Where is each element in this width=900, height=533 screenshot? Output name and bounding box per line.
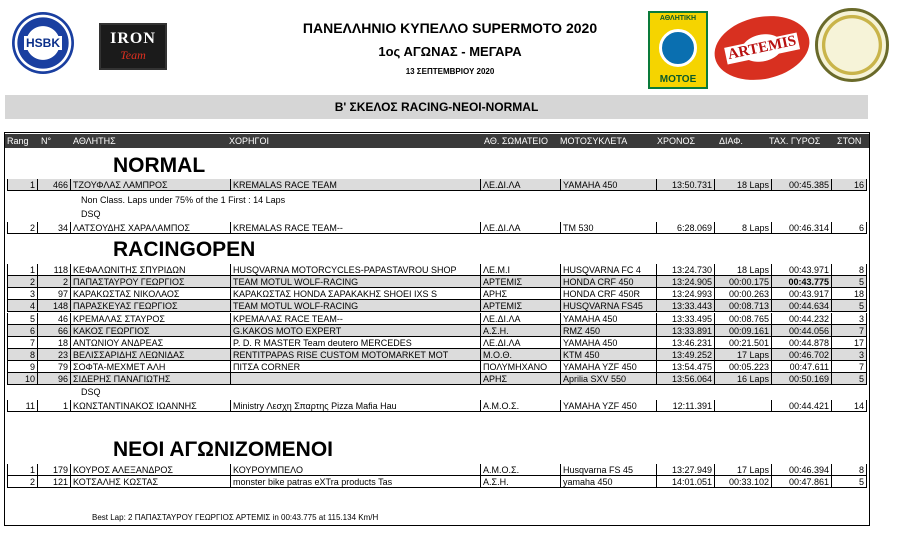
race-date: 13 ΣΕΠΤΕΜΒΡΙΟΥ 2020 (405, 67, 495, 76)
cell-lap: 8 (831, 264, 867, 276)
cell-diff: 00:33.102 (714, 476, 771, 488)
col-moto: ΜΟΤΟΣΥΚΛΕΤΑ (560, 136, 628, 146)
cell-lap: 8 (831, 464, 867, 476)
cell-moto: Aprilia SXV 550 (560, 373, 656, 385)
cell-rang: 2 (7, 222, 37, 234)
cell-club: Α.Μ.Ο.Σ. (480, 400, 560, 412)
col-fast-lap: ΤΑΧ. ΓΥΡΟΣ (769, 136, 821, 146)
cell-diff: 00:00.263 (714, 288, 771, 300)
cell-diff: 00:00.175 (714, 276, 771, 288)
cell-time: 14:01.051 (656, 476, 714, 488)
col-club: ΑΘ. ΣΩΜΑΤΕΙΟ (484, 136, 548, 146)
cell-time: 13:56.064 (656, 373, 714, 385)
cell-no: 121 (37, 476, 70, 488)
dsq-label: DSQ (81, 209, 101, 219)
cell-no: 1 (37, 400, 70, 412)
cell-athlete: ΑΝΤΩΝΙΟΥ ΑΝΔΡΕΑΣ (70, 337, 230, 349)
cell-club: Α.Σ.Η. (480, 325, 560, 337)
cell-no: 118 (37, 264, 70, 276)
table-row (7, 361, 867, 373)
cell-athlete: ΣΙΔΕΡΗΣ ΠΑΝΑΓΙΩΤΗΣ (70, 373, 230, 385)
cell-diff: 17 Laps (714, 464, 771, 476)
cell-time: 13:33.891 (656, 325, 714, 337)
table-row (7, 264, 867, 276)
cell-moto: HUSQVARNA FC 4 (560, 264, 656, 276)
cell-time: 13:54.475 (656, 361, 714, 373)
cell-sponsors: ΠΙΤΣΑ CORNER (230, 361, 480, 373)
cell-no: 96 (37, 373, 70, 385)
cell-diff: 00:05.223 (714, 361, 771, 373)
cell-diff: 00:08.713 (714, 300, 771, 312)
cell-time: 13:33.443 (656, 300, 714, 312)
col-time: ΧΡΟΝΟΣ (657, 136, 696, 146)
cell-sponsors: monster bike patras eXTra products Tas (230, 476, 480, 488)
cell-moto: YAMAHA 450 (560, 179, 656, 191)
cell-moto: YAMAHA YZF 450 (560, 400, 656, 412)
cell-athlete: ΚΕΦΑΛΩΝΙΤΗΣ ΣΠΥΡΙΔΩΝ (70, 264, 230, 276)
cell-lap: 3 (831, 313, 867, 325)
cell-lap: 3 (831, 349, 867, 361)
cell-moto: YAMAHA YZF 450 (560, 361, 656, 373)
table-row (7, 476, 867, 488)
cell-fast: 00:43.971 (771, 264, 831, 276)
cell-sponsors: ΚΑΡΑΚΩΣΤΑΣ HONDA ΣΑΡΑΚΑΚΗΣ SHOEI IXS S (230, 288, 480, 300)
cell-no: 18 (37, 337, 70, 349)
best-lap-summary: Best Lap: 2 ΠΑΠΑΣΤΑΥΡΟΥ ΓΕΩΡΓΙΟΣ ΑΡΤΕΜΙΣ in 00:43.775 at 115.134 Km/H (92, 513, 379, 522)
table-row (7, 373, 867, 385)
cell-sponsors: ΚΡΕΜΑΛΑΣ RACE TEAM-- (230, 313, 480, 325)
cell-fast: 00:46.314 (771, 222, 831, 234)
results-table (4, 132, 870, 526)
cell-time: 13:27.949 (656, 464, 714, 476)
cell-lap: 14 (831, 400, 867, 412)
cell-diff: 17 Laps (714, 349, 771, 361)
cell-no: 466 (37, 179, 70, 191)
cell-fast: 00:44.232 (771, 313, 831, 325)
cell-sponsors: HUSQVARNA MOTORCYCLES-PAPASTAVROU SHOP (230, 264, 480, 276)
cell-club: ΛΕ.ΔΙ.ΛΑ (480, 222, 560, 234)
cell-fast: 00:44.421 (771, 400, 831, 412)
cell-moto: HONDA CRF 450 (560, 276, 656, 288)
cell-time: 13:46.231 (656, 337, 714, 349)
cell-athlete: ΒΕΛΙΣΣΑΡΙΔΗΣ ΛΕΩΝΙΔΑΣ (70, 349, 230, 361)
cell-club: ΑΡΤΕΜΙΣ (480, 300, 560, 312)
cell-athlete: ΠΑΡΑΣΚΕΥΑΣ ΓΕΩΡΓΙΟΣ (70, 300, 230, 312)
cell-fast: 00:43.917 (771, 288, 831, 300)
cell-lap: 5 (831, 476, 867, 488)
table-row (7, 325, 867, 337)
cell-moto: Husqvarna FS 45 (560, 464, 656, 476)
cell-fast: 00:50.169 (771, 373, 831, 385)
col-sponsors: ΧΟΡΗΓΟΙ (229, 136, 269, 146)
cell-club: ΠΟΛΥΜΗΧΑΝΟ (480, 361, 560, 373)
table-row (7, 313, 867, 325)
cell-rang: 10 (7, 373, 37, 385)
cell-sponsors: RENTITPAPAS RISE CUSTOM MOTOMARKET MOT (230, 349, 480, 361)
cell-diff: 00:08.765 (714, 313, 771, 325)
table-row (7, 276, 867, 288)
table-row (7, 300, 867, 312)
cell-no: 179 (37, 464, 70, 476)
cell-diff (714, 400, 771, 412)
cell-sponsors (230, 373, 480, 385)
cell-time: 12:11.391 (656, 400, 714, 412)
federation-seal-logo (815, 8, 889, 82)
cell-rang: 1 (7, 179, 37, 191)
cell-athlete: ΛΑΤΣΟΥΔΗΣ ΧΑΡΑΛΑΜΠΟΣ (70, 222, 230, 234)
cell-rang: 1 (7, 264, 37, 276)
page-header (0, 0, 900, 92)
table-row (7, 179, 867, 191)
table-row (7, 337, 867, 349)
table-row (7, 288, 867, 300)
cell-fast: 00:44.634 (771, 300, 831, 312)
race-title: 1ος ΑΓΩΝΑΣ - ΜΕΓΑΡΑ (378, 44, 522, 59)
col-athlete: ΑΘΛΗΤΗΣ (73, 136, 116, 146)
cell-time: 13:50.731 (656, 179, 714, 191)
cell-club: ΛΕ.ΔΙ.ΛΑ (480, 337, 560, 349)
cell-lap: 16 (831, 179, 867, 191)
table-row (7, 464, 867, 476)
cell-diff: 18 Laps (714, 179, 771, 191)
cell-rang: 6 (7, 325, 37, 337)
cell-fast: 00:45.385 (771, 179, 831, 191)
cell-club: Μ.Ο.Θ. (480, 349, 560, 361)
cell-fast: 00:46.702 (771, 349, 831, 361)
cell-moto: HONDA CRF 450R (560, 288, 656, 300)
cell-athlete: ΚΑΚΟΣ ΓΕΩΡΓΙΟΣ (70, 325, 230, 337)
cell-no: 23 (37, 349, 70, 361)
column-header-row (5, 134, 869, 148)
cell-sponsors: TEAM MOTUL WOLF-RACING (230, 276, 480, 288)
cell-fast: 00:44.878 (771, 337, 831, 349)
cell-fast: 00:47.611 (771, 361, 831, 373)
cell-moto: TM 530 (560, 222, 656, 234)
iron-team-logo: IRON Team (99, 23, 167, 70)
cell-lap: 5 (831, 300, 867, 312)
cell-athlete: ΚΑΡΑΚΩΣΤΑΣ ΝΙΚΟΛΑΟΣ (70, 288, 230, 300)
cell-lap: 5 (831, 276, 867, 288)
cell-rang: 3 (7, 288, 37, 300)
cell-sponsors: TEAM MOTUL WOLF-RACING (230, 300, 480, 312)
artemis-club-logo: ARTEMIS (709, 8, 816, 89)
section-title-normal: NORMAL (113, 154, 206, 177)
cell-rang: 5 (7, 313, 37, 325)
cell-diff: 8 Laps (714, 222, 771, 234)
cell-rang: 2 (7, 476, 37, 488)
cell-rang: 1 (7, 464, 37, 476)
cell-moto: YAMAHA 450 (560, 337, 656, 349)
cell-diff: 16 Laps (714, 373, 771, 385)
event-title: ΠΑΝΕΛΛΗΝΙΟ ΚΥΠΕΛΛΟ SUPERMOTO 2020 (302, 20, 598, 36)
cell-fast: 00:46.394 (771, 464, 831, 476)
cell-sponsors: Ministry Λεσχη Σπαρτης Pizza Mafia Hau (230, 400, 480, 412)
col-rang: Rang (7, 136, 29, 146)
cell-no: 34 (37, 222, 70, 234)
cell-time: 13:24.993 (656, 288, 714, 300)
cell-rang: 11 (7, 400, 37, 412)
title-block (260, 18, 640, 78)
cell-athlete: ΣΟΦΤΑ-ΜΕΧΜΕΤ ΑΛΗ (70, 361, 230, 373)
cell-diff: 00:21.501 (714, 337, 771, 349)
cell-moto: RMZ 450 (560, 325, 656, 337)
cell-club: ΛΕ.ΔΙ.ΛΑ (480, 179, 560, 191)
cell-rang: 7 (7, 337, 37, 349)
cell-moto: KTM 450 (560, 349, 656, 361)
hsbk-logo: HSBK (12, 12, 74, 74)
cell-athlete: ΚΟΤΣΑΛΗΣ ΚΩΣΤΑΣ (70, 476, 230, 488)
table-row (7, 222, 867, 234)
section-title-neoi: ΝΕΟΙ ΑΓΩΝΙΖΟΜΕΝΟΙ (113, 438, 334, 461)
cell-rang: 4 (7, 300, 37, 312)
cell-time: 13:33.495 (656, 313, 714, 325)
cell-lap: 7 (831, 361, 867, 373)
cell-sponsors: KREMALAS RACE TEAM (230, 179, 480, 191)
col-lap: ΣΤΟΝ (837, 136, 862, 146)
table-row (7, 400, 867, 412)
col-diff: ΔΙΑΦ. (719, 136, 743, 146)
cell-athlete: ΤΖΟΥΦΛΑΣ ΛΑΜΠΡΟΣ (70, 179, 230, 191)
cell-club: ΑΡΗΣ (480, 288, 560, 300)
cell-sponsors: G.KAKOS MOTO EXPERT (230, 325, 480, 337)
cell-lap: 18 (831, 288, 867, 300)
col-no: N° (41, 136, 52, 146)
cell-rang: 8 (7, 349, 37, 361)
cell-athlete: ΚΡΕΜΑΛΑΣ ΣΤΑΥΡΟΣ (70, 313, 230, 325)
cell-no: 148 (37, 300, 70, 312)
cell-club: ΑΡΤΕΜΙΣ (480, 276, 560, 288)
table-row (7, 349, 867, 361)
cell-club: Α.Σ.Η. (480, 476, 560, 488)
cell-no: 2 (37, 276, 70, 288)
cell-no: 46 (37, 313, 70, 325)
cell-club: Α.Μ.Ο.Σ. (480, 464, 560, 476)
cell-fast: 00:44.056 (771, 325, 831, 337)
cell-no: 66 (37, 325, 70, 337)
cell-club: ΑΡΗΣ (480, 373, 560, 385)
cell-lap: 6 (831, 222, 867, 234)
cell-no: 97 (37, 288, 70, 300)
dsq-label-racing: DSQ (81, 387, 101, 397)
cell-club: ΛΕ.ΔΙ.ΛΑ (480, 313, 560, 325)
cell-athlete: ΠΑΠΑΣΤΑΥΡΟΥ ΓΕΩΡΓΙΟΣ (70, 276, 230, 288)
cell-rang: 2 (7, 276, 37, 288)
cell-no: 79 (37, 361, 70, 373)
section-title-racing: RACINGOPEN (113, 238, 256, 261)
cell-sponsors: P. D. R MASTER Team deutero MERCEDES (230, 337, 480, 349)
athletic-moto-logo: ΑΘΛΗΤΙΚΗ ΜΟΤΟΕ (648, 11, 708, 89)
cell-athlete: ΚΟΥΡΟΣ ΑΛΕΞΑΝΔΡΟΣ (70, 464, 230, 476)
cell-athlete: ΚΩΝΣΤΑΝΤΙΝΑΚΟΣ ΙΩΑΝΝΗΣ (70, 400, 230, 412)
nonclass-note: Non Class. Laps under 75% of the 1 First : 14 Laps (81, 195, 286, 205)
cell-sponsors: KREMALAS RACE TEAM-- (230, 222, 480, 234)
cell-diff: 00:09.161 (714, 325, 771, 337)
cell-moto: HUSQVARNA FS45 (560, 300, 656, 312)
cell-time: 13:24.905 (656, 276, 714, 288)
cell-rang: 9 (7, 361, 37, 373)
cell-fast: 00:47.861 (771, 476, 831, 488)
cell-moto: yamaha 450 (560, 476, 656, 488)
cell-sponsors: ΚΟΥΡΟΥΜΠΕΛΟ (230, 464, 480, 476)
cell-lap: 7 (831, 325, 867, 337)
cell-club: ΛΕ.Μ.Ι (480, 264, 560, 276)
cell-diff: 18 Laps (714, 264, 771, 276)
cell-fast: 00:43.775 (771, 276, 831, 288)
cell-time: 13:24.730 (656, 264, 714, 276)
section-band-title: Β' ΣΚΕΛΟΣ RACING-ΝΕΟΙ-NORMAL (5, 95, 868, 119)
cell-lap: 5 (831, 373, 867, 385)
cell-moto: YAMAHA 450 (560, 313, 656, 325)
cell-time: 6:28.069 (656, 222, 714, 234)
logo-emblem-icon (659, 29, 697, 67)
cell-time: 13:49.252 (656, 349, 714, 361)
cell-lap: 17 (831, 337, 867, 349)
